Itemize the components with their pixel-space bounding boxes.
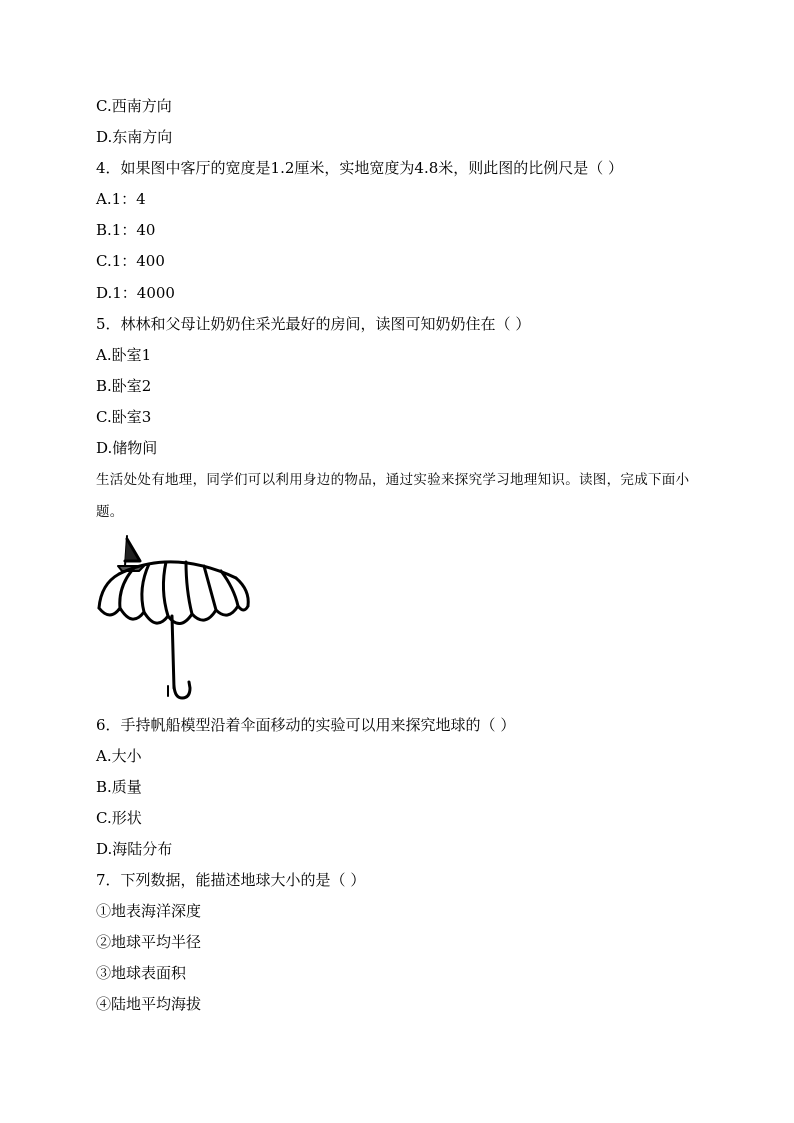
- option-7-3: ③地球表面积: [96, 964, 187, 982]
- option-7-2: ②地球平均半径: [96, 933, 202, 951]
- option-6b: B.质量: [96, 778, 142, 796]
- umbrella-figure: [94, 530, 254, 702]
- option-6c: C.形状: [96, 809, 142, 827]
- option-7-1: ①地表海洋深度: [96, 902, 202, 920]
- umbrella-icon: [94, 530, 254, 702]
- option-5b: B.卧室2: [96, 377, 152, 395]
- option-5d: D.储物间: [96, 439, 158, 457]
- intro-text: 生活处处有地理，同学们可以利用身边的物品，通过实验来探究学习地理知识。读图，完成下面小题。: [96, 472, 690, 520]
- option-4c: C.1：400: [96, 252, 165, 270]
- option-5c: C.卧室3: [96, 408, 152, 426]
- option-4d: D.1：4000: [96, 284, 175, 302]
- option-3d: D.东南方向: [96, 128, 173, 146]
- option-5a: A.卧室1: [96, 346, 152, 364]
- question-6: 6．手持帆船模型沿着伞面移动的实验可以用来探究地球的（ ）: [96, 716, 516, 734]
- question-5: 5．林林和父母让奶奶住采光最好的房间，读图可知奶奶住在（ ）: [96, 315, 531, 333]
- option-6a: A.大小: [96, 747, 142, 765]
- option-7-4: ④陆地平均海拔: [96, 995, 202, 1013]
- option-4a: A.1：4: [96, 190, 146, 208]
- option-6d: D.海陆分布: [96, 840, 173, 858]
- option-4b: B.1：40: [96, 221, 156, 239]
- option-3c: C.西南方向: [96, 97, 172, 115]
- question-4: 4．如果图中客厅的宽度是1.2厘米，实地宽度为4.8米，则此图的比例尺是（ ）: [96, 159, 624, 177]
- question-7: 7．下列数据，能描述地球大小的是（ ）: [96, 871, 366, 889]
